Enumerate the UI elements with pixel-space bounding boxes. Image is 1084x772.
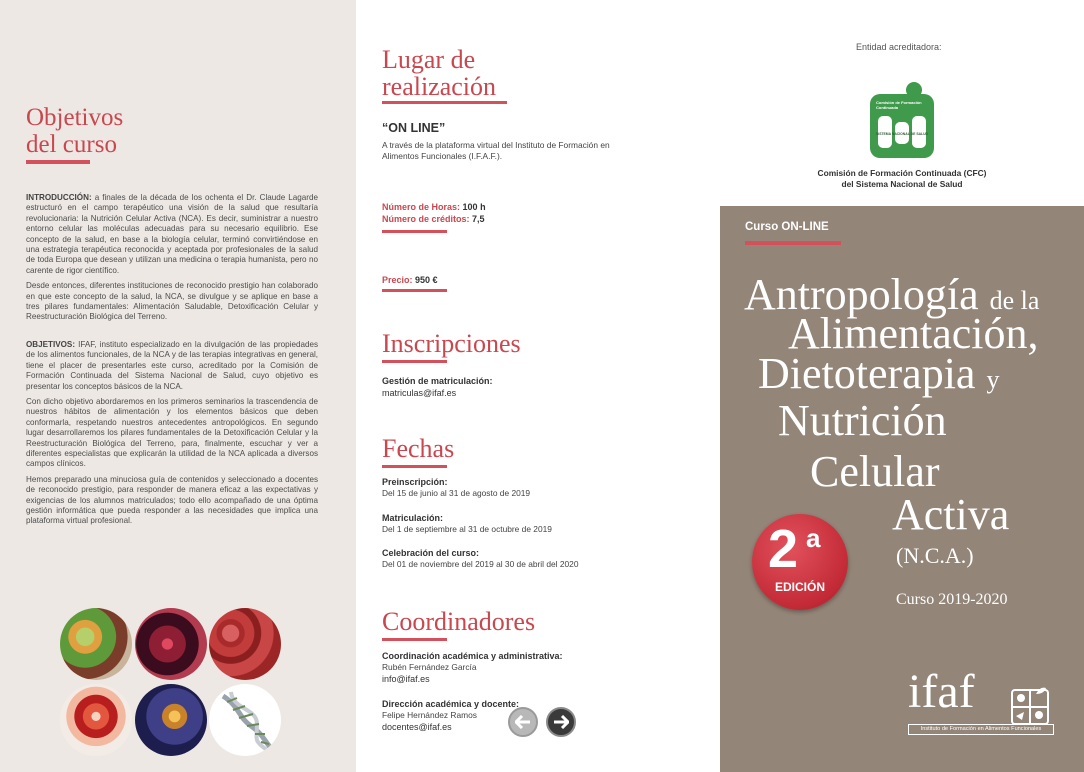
mode-label: “ON LINE” [382,121,446,135]
divider [382,289,447,292]
objetivos-body [26,193,318,527]
ifaf-logo: ifaf Instituto de Formación en Alimentos Funcionales [908,672,1058,742]
cells-photo [135,608,207,680]
arrow-right-icon [553,715,569,729]
vegetables-photo [60,608,132,680]
cover-panel [720,206,1084,772]
inscripciones-heading: Inscripciones [382,329,521,358]
paragraph: Desde entonces, diferentes instituciones de reconocido prestigio han colaborado en que este concepto de la salud, la NCA, se divulgue y se aplique en base a tres pilares fundamentales: Alimentación Saludable, Detoxificación Celular y Reestructuración Biológica del Terreno. [26,281,318,322]
course-year: Curso 2019-2020 [896,591,1008,608]
heading-underline [382,360,447,363]
title-line-4: Nutrición [778,396,947,445]
price: Precio: 950 € [382,275,438,285]
objetivos-paragraph: OBJETIVOS: IFAF, instituto especializado en la divulgación de las propiedades de los alimentos funcionales, de la NCA y de las terapias integrativas en general, tiene el placer de presentarles este curso, acreditado por la Comisión de Formación Continuada del Sistema Nacional de Salud, cuyo objetivo es presentar los conceptos básicos de la NCA. [26,339,318,391]
entity-label: Entidad acreditadora: [856,42,942,52]
course-tag: Curso ON-LINE [745,221,829,233]
fecha-item: Matriculación: Del 1 de septiembre al 31 de octubre de 2019 [382,513,552,534]
lugar-description: A través de la plataforma virtual del Instituto de Formación en Alimentos Funcionales (I.F.A.F.). [382,140,610,161]
dna-photo [209,684,281,756]
fecha-item: Celebración del curso: Del 01 de noviembre del 2019 al 30 de abril del 2020 [382,548,579,569]
heading-underline [26,160,90,164]
objetivos-column [0,0,356,772]
cfc-logo-icon [868,80,936,158]
virus-photo [60,684,132,756]
info-email[interactable]: info@ifaf.es [382,674,430,684]
hours-credits: Número de Horas: 100 h Número de créditos: 7,5 [382,202,486,224]
accreditation-org: Comisión de Formación Continuada (CFC) del Sistema Nacional de Salud [817,168,987,189]
title-line-5: Celular [810,447,940,496]
tag-underline [745,241,841,245]
title-line-2: Alimentación, [788,309,1039,358]
next-page-button[interactable] [546,707,576,737]
title-abbr: (N.C.A.) [896,543,974,568]
inscripciones-info: Gestión de matriculación: matriculas@ifaf.es [382,376,493,398]
coordinator-2: Dirección académica y docente: Felipe Hernández Ramos docentes@ifaf.es [382,699,520,732]
objetivos-heading: Objetivos del curso [26,104,124,158]
coordinator-1: Coordinación académica y administrativa: Rubén Fernández García info@ifaf.es [382,651,563,684]
heading-underline [382,101,507,104]
title-line-6: Activa [892,490,1010,539]
paragraph: Con dicho objetivo abordaremos en los primeros seminarios la trascendencia de nuestros hábitos de alimentación y los elementos básicos que deben conformarla, respetando nuestros antecedentes antropológicos. En segundo lugar desarrollaremos los pilares fundamentales de la Detoxificación Celular y la Reestructuración Biológica del Terreno, para, finalmente, escuchar y ver a diferentes especialistas que explicarán la utilidad de la NCA aplicada a diversos campos clínicos. [26,396,318,469]
title-line-1: Antropología de la [744,270,1040,319]
title-line-3: Dietoterapia y [758,349,1000,398]
matriculas-email[interactable]: matriculas@ifaf.es [382,388,457,398]
accreditation-area [720,0,1084,206]
paragraph: Hemos preparado una minuciosa guía de contenidos y seleccionado a docentes de reconocido prestigio, para responder de manera eficaz a las expectativas y exigencias de los alumnos matriculados; todo ello acompañado de una óptima gestión informática que pueda responder a las necesidades que implica una plataforma virtual profesional. [26,474,318,526]
info-column [356,0,720,772]
ifaf-emblem-icon [1006,680,1054,728]
heading-underline [382,465,447,468]
lugar-heading: Lugar de realización [382,45,497,101]
edition-badge: 2 a EDICIÓN [752,514,848,610]
blood-cells-photo [209,608,281,680]
fecha-item: Preinscripción: Del 15 de junio al 31 de agosto de 2019 [382,477,531,498]
previous-page-button[interactable] [508,707,538,737]
neurons-photo [135,684,207,756]
docentes-email[interactable]: docentes@ifaf.es [382,722,452,732]
coordinadores-heading: Coordinadores [382,607,536,636]
divider [382,230,447,233]
dna-icon [209,684,281,756]
arrow-left-icon [515,715,531,729]
fechas-heading: Fechas [382,434,455,463]
cfc-logo: Comisión de Formación Continuada SISTEMA NACIONAL DE SALUD [868,80,936,158]
intro-paragraph: INTRODUCCIÓN: a finales de la década de los ochenta el Dr. Claude Lagarde estructuró en el campo terapéutico una visión de la salud que resultaría revolucionaria: la Nutrición Celular Activa (NCA). Es decir, suministrar a nuestro entorno celular las moléculas adecuadas para su necesario equilibrio. Ese concepto de la salud, en base a la biología celular, terminó convirtiéndose en una estrategia terapéutica reconocida y aceptada por profesionales de la salud de toda Europa que desean y utilizan una medicina o terapia humanista, pero no carente de rigor científico. [26,193,319,275]
heading-underline [382,638,447,641]
